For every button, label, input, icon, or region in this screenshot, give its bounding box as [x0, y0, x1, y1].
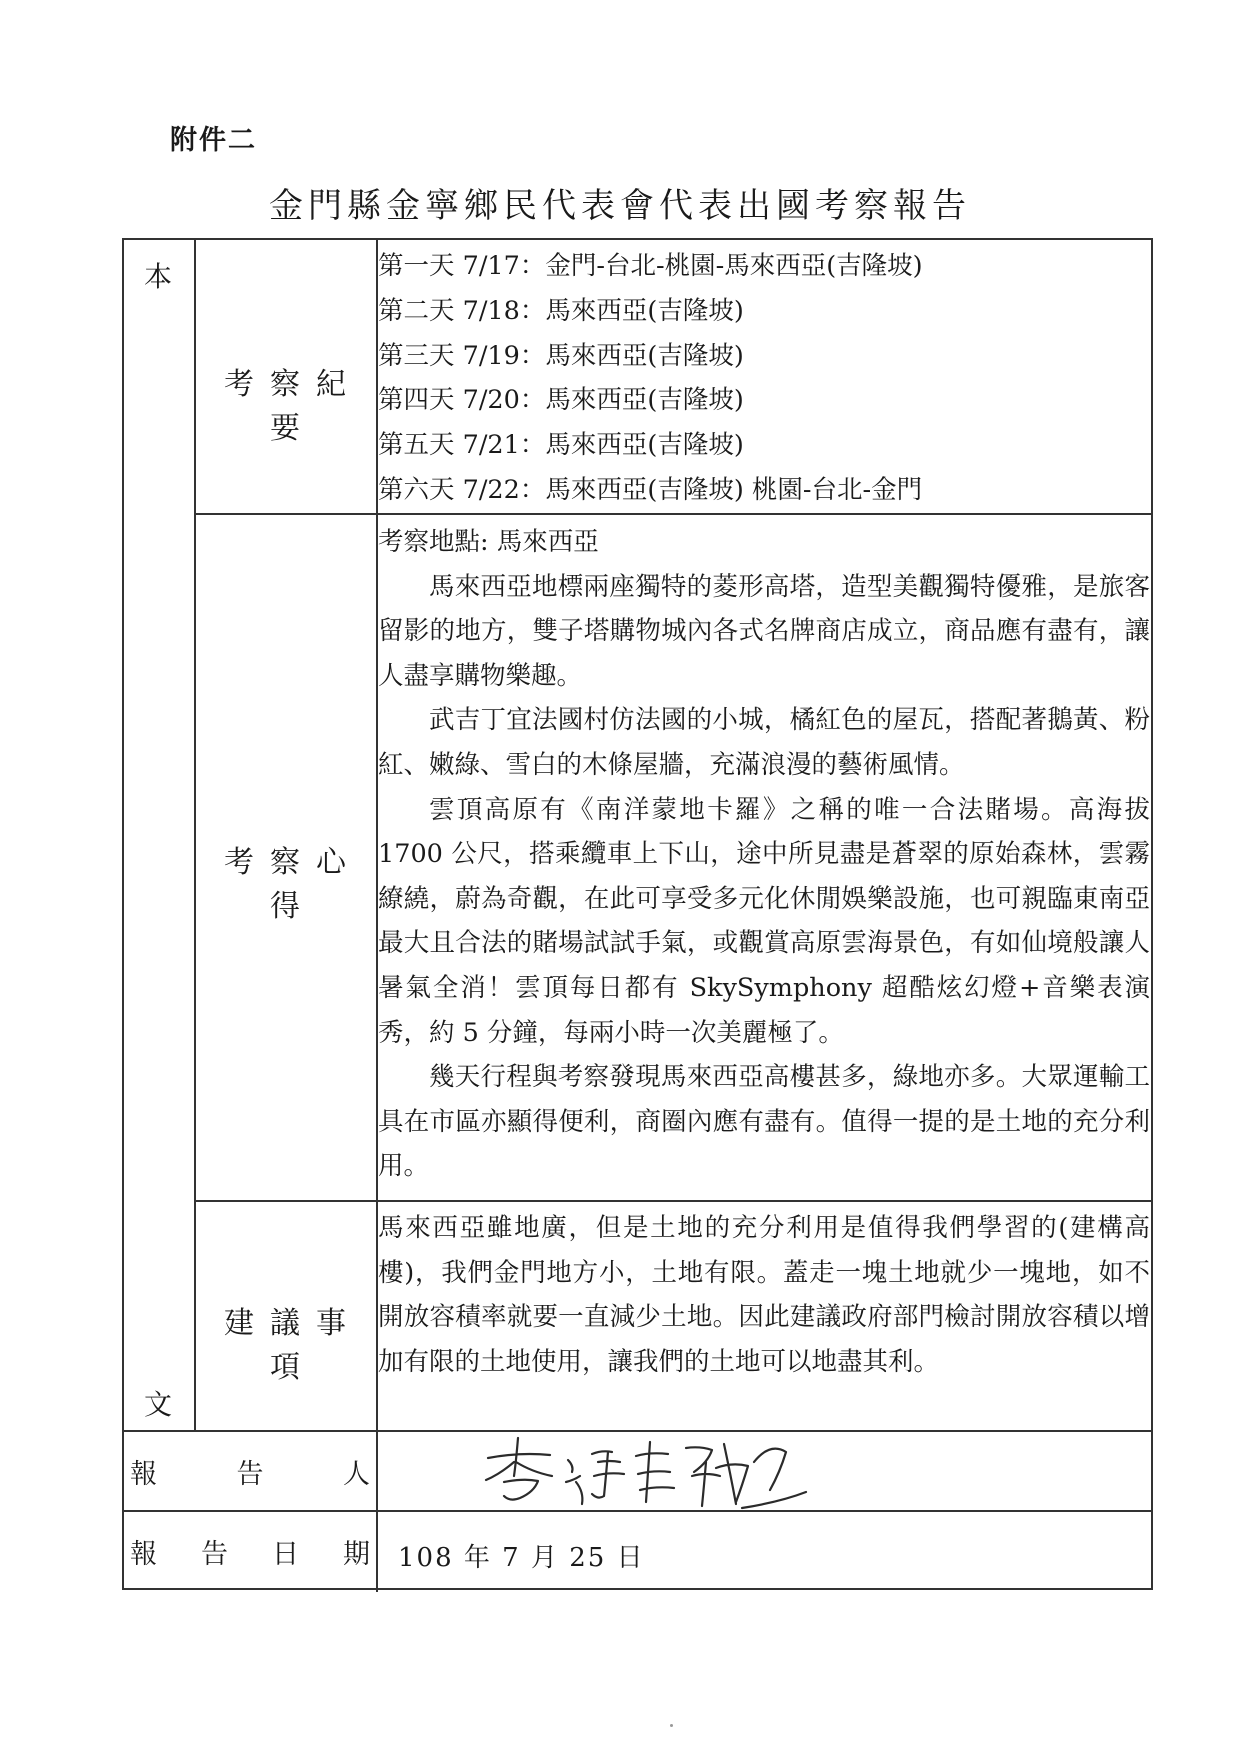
date-label-char: 報 — [130, 1539, 157, 1570]
reporter-label-char: 人 — [343, 1459, 370, 1490]
attachment-label: 附件二 — [170, 125, 257, 156]
itinerary-line: 第一天 7/17：金門-台北-桃園-馬來西亞(吉隆坡) — [378, 251, 923, 281]
findings-paragraph: 武吉丁宜法國村仿法國的小城，橘紅色的屋瓦，搭配著鵝黃、粉紅、嫩綠、雪白的木條屋牆，充滿浪漫的藝術風情。 — [378, 705, 1150, 780]
findings-location: 考察地點: 馬來西亞 — [378, 527, 599, 557]
findings-label: 考察心得 — [224, 845, 362, 924]
findings-paragraph: 雲頂高原有《南洋蒙地卡羅》之稱的唯一合法賭場。高海拔 1700 公尺，搭乘纜車上下山，途中所見盡是蒼翠的原始森林，雲霧繚繞，蔚為奇觀，在此可享受多元化休閒娛樂設施，也可親臨東南亞最大且合法的賭場試試手氣，或觀賞高原雲海景色，有如仙境般讓人暑氣全消！雲頂每日都有 SkySymphony 超酷炫幻燈+音樂表演秀，約 5 分鐘，每兩小時一次美麗極了。 — [378, 794, 1150, 1048]
itinerary-list — [378, 244, 1150, 513]
reporter-signature — [480, 1432, 810, 1512]
suggestions-content — [378, 1206, 1150, 1384]
suggestions-label: 建議事項 — [224, 1306, 362, 1385]
date-label-char: 告 — [201, 1539, 228, 1570]
suggestions-text: 馬來西亞雖地廣，但是土地的充分利用是值得我們學習的(建構高樓)，我們金門地方小，土地有限。蓋走一塊土地就少一塊地，如不開放容積率就要一直減少土地。因此建議政府部門檢討開放容積以增加有限的土地使用，讓我們的土地可以地盡其利。 — [378, 1213, 1150, 1377]
itinerary-label: 考察紀要 — [224, 367, 362, 446]
itinerary-line: 第五天 7/21：馬來西亞(吉隆坡) — [378, 430, 744, 461]
scan-speck — [670, 1724, 673, 1727]
reporter-label — [130, 1452, 370, 1491]
itinerary-line: 第六天 7/22：馬來西亞(吉隆坡) 桃園-台北-金門 — [378, 474, 923, 505]
report-date-value: 108 年 7 月 25 日 — [398, 1543, 645, 1573]
divider-findings — [194, 1200, 1153, 1202]
findings-paragraph: 幾天行程與考察發現馬來西亞高樓甚多，綠地亦多。大眾運輸工具在市區亦顯得便利，商圈內應有盡有。值得一提的是土地的充分利用。 — [378, 1062, 1150, 1182]
date-label-char: 期 — [343, 1539, 370, 1570]
itinerary-line: 第四天 7/20：馬來西亞(吉隆坡) — [378, 385, 744, 416]
divider-itinerary — [194, 513, 1153, 515]
date-label — [130, 1532, 370, 1571]
findings-paragraph: 馬來西亞地標兩座獨特的菱形高塔，造型美觀獨特優雅，是旅客留影的地方，雙子塔購物城內各式名牌商店成立，商品應有盡有，讓人盡享購物樂趣。 — [378, 571, 1150, 691]
itinerary-line: 第二天 7/18：馬來西亞(吉隆坡) — [378, 295, 744, 326]
page-title: 金門縣金寧鄉民代表會代表出國考察報告 — [269, 186, 971, 226]
side-label-top: 本 — [144, 260, 173, 293]
itinerary-line: 第三天 7/19：馬來西亞(吉隆坡) — [378, 340, 744, 371]
findings-content — [378, 520, 1150, 1189]
reporter-label-char: 告 — [236, 1459, 264, 1490]
report-form — [122, 238, 1153, 1590]
divider-side — [194, 240, 196, 1430]
side-label-bottom: 文 — [144, 1388, 173, 1421]
reporter-label-char: 報 — [130, 1459, 157, 1490]
date-label-char: 日 — [272, 1539, 299, 1570]
